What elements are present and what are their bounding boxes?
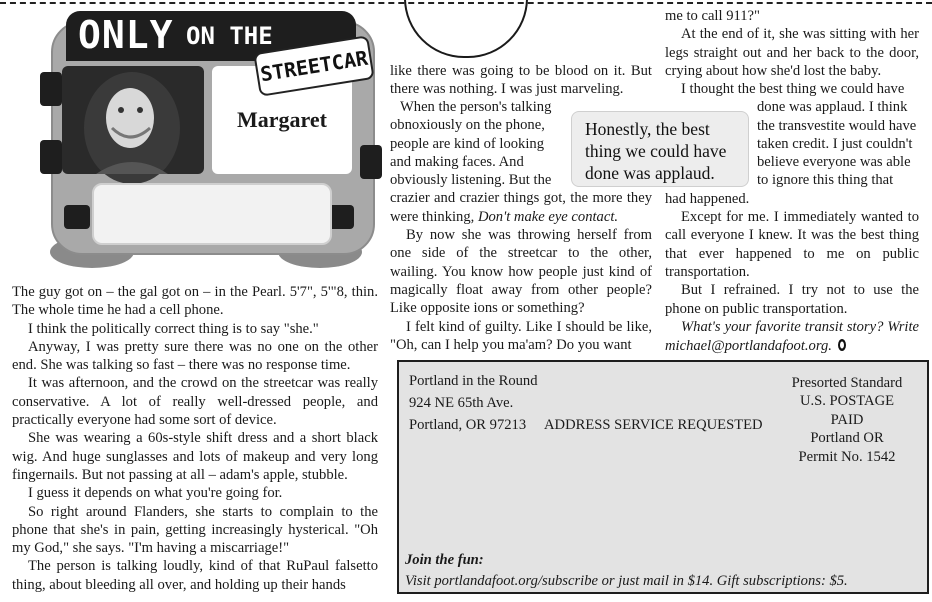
address-service-requested: ADDRESS SERVICE REQUESTED (544, 417, 763, 433)
paragraph: She was wearing a 60s-style shift dress and a short black wig. And huge sunglasses and lots of makeup and very long fingernails. But not passing at all – adam's apple, stubble. (12, 430, 378, 483)
closing-prompt: What's your favorite transit story? Write michael@portlandafoot.org. (665, 318, 919, 355)
paragraph: I guess it depends on what you're going for. (28, 485, 283, 502)
paragraph: The guy got on – the gal got on – in the Pearl. 5'7", 5'"8, thin. The whole time he had a cell phone. (12, 284, 378, 319)
article-column-right (665, 80, 919, 355)
paragraph: like there was going to be blood on it. But there was nothing. I was just marveling. (390, 63, 652, 98)
wrap-line: and making faces. And (390, 153, 524, 170)
article-column-left (12, 283, 378, 594)
permit-line: U.S. POSTAGE (799, 393, 895, 410)
text-run: crazier and crazier things got, the more they were thinking, (390, 190, 652, 225)
paragraph (665, 318, 919, 356)
profile-name: Margaret (237, 107, 327, 132)
return-street: 924 NE 65th Ave. (409, 395, 514, 411)
paragraph: By now she was throwing herself from one side of the streetcar to the other, wailing. You know how people just kind of magically float away from other people? Like opposite ions or something? (390, 227, 652, 317)
wrap-line: When the person's talking (400, 99, 552, 115)
paragraph: had happened. (665, 190, 750, 207)
paragraph: But I refrained. I try not to use the phone on public transportation. (665, 282, 919, 317)
paragraph: At the end of it, she was sitting with her legs straight out and her back to the door, crying about how she'd lost the baby. (665, 26, 919, 79)
paragraph: So right around Flanders, she starts to complain to the phone that she's in pain, getting increasingly hysterical. "Oh my God," she says. "I'm having a miscarriage!" (12, 503, 378, 557)
paragraph: It was afternoon, and the crowd on the streetcar was really conservative. A lot of really well-dressed people, and practically everyone had some sort of device. (12, 375, 378, 429)
mailing-panel (397, 360, 929, 594)
paragraph (390, 189, 652, 226)
header-on-the: ON THE (186, 22, 273, 50)
article-column-right-top (665, 7, 919, 80)
paragraph: I felt kind of guilty. Like I should be like, "Oh, can I help you ma'am? Do you want (390, 318, 652, 353)
paragraph: I think the politically correct thing is to say "she." (28, 320, 319, 337)
wrap-line: obnoxiously on the phone, (390, 117, 545, 134)
wrap-line: taken credit. I just couldn't (757, 135, 913, 152)
join-heading: Join the fun: (405, 552, 484, 568)
postage-permit (777, 374, 917, 466)
permit-line: Presorted Standard (791, 375, 903, 391)
wrap-line: to ignore this thing that (757, 172, 894, 189)
return-org: Portland in the Round (409, 373, 538, 389)
pull-quote: Honestly, the best thing we could have done was applaud. (571, 111, 749, 187)
italic-phrase: Don't make eye contact. (477, 208, 619, 225)
wrap-line: the transvestite would have (757, 117, 917, 134)
wrap-line: believe everyone was able (757, 154, 911, 171)
paragraph: I thought the best thing we could have (681, 81, 905, 97)
decorative-circle (404, 0, 528, 58)
permit-line: Portland OR (810, 430, 884, 447)
bus-bottom-panel (92, 183, 332, 245)
streetcar-badge: STREETCAR (253, 35, 374, 97)
return-city: Portland, OR 97213 (409, 417, 527, 433)
wrap-line: people are kind of looking (390, 135, 545, 152)
wrap-line: done was applaud. I think (757, 99, 908, 116)
footprint-icon (836, 336, 848, 352)
article-column-middle-top (390, 62, 652, 99)
bus-illustration (0, 0, 400, 285)
subscribe-info: Visit portlandafoot.org/subscribe or just mail in $14. Gift subscriptions: $5. (405, 573, 848, 589)
paragraph: The person is talking loudly, kind of that RuPaul falsetto thing, about bleeding all over, and holding up their hands (12, 558, 378, 593)
paragraph: Anyway, I was pretty sure there was no one on the other end. She was talking so fast – there was no response time. (12, 338, 378, 374)
permit-line: PAID (830, 411, 864, 428)
wrap-line: obviously listening. But the (390, 172, 552, 189)
paragraph: me to call 911?" (665, 8, 760, 24)
permit-line: Permit No. 1542 (798, 448, 896, 465)
header-only: ONLY (78, 13, 174, 57)
paragraph: Except for me. I immediately wanted to call everyone I knew. It was the best thing that ever happened to me on public transportation. (665, 209, 919, 280)
